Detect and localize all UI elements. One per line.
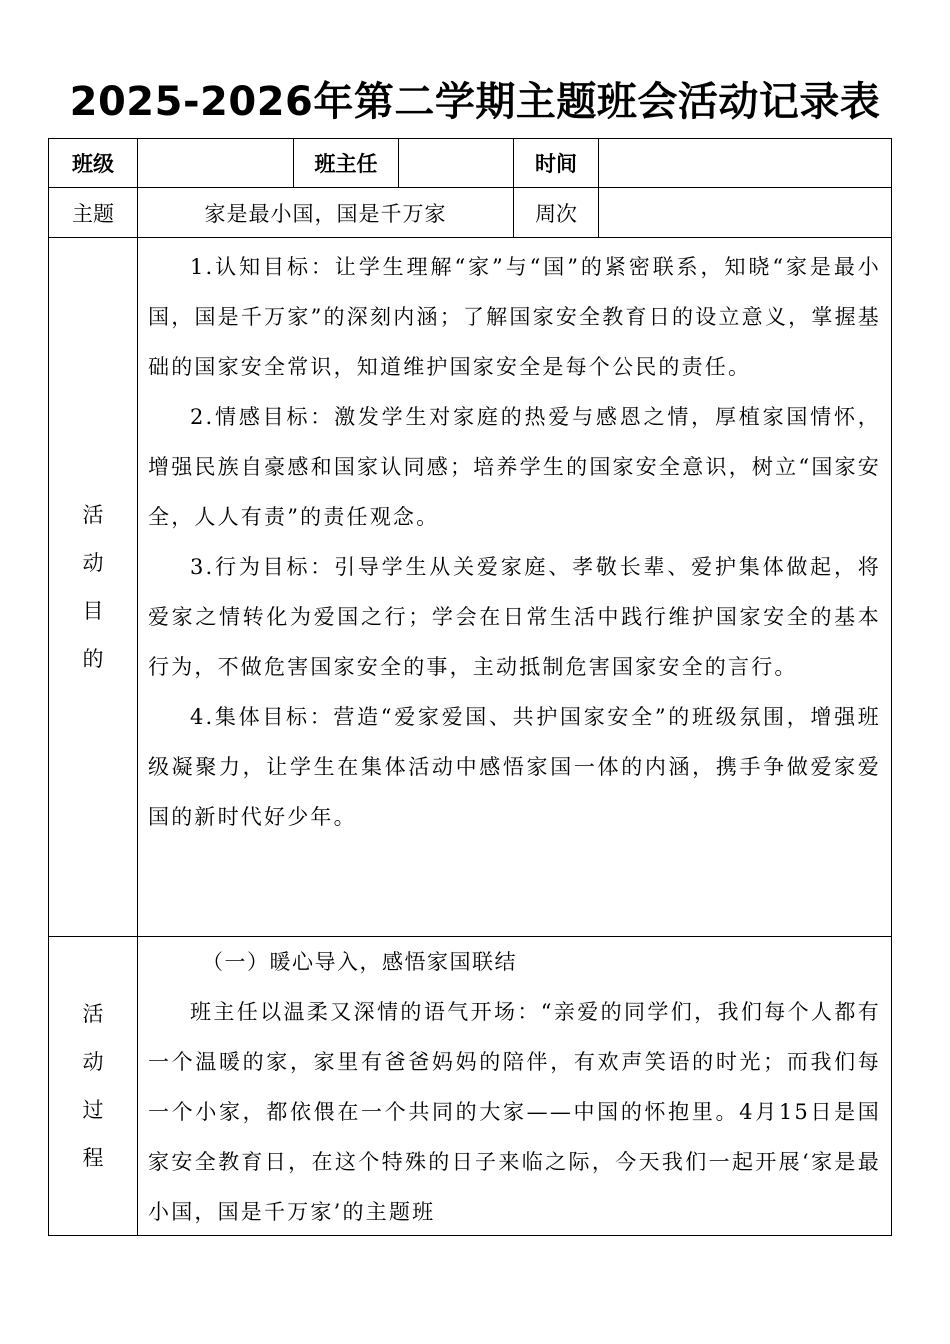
process-label-char: 动 [82, 1050, 104, 1074]
class-value[interactable] [138, 139, 294, 188]
goals-label-char: 的 [82, 647, 104, 671]
time-value[interactable] [599, 139, 892, 188]
theme-row [49, 188, 892, 238]
goal-paragraph: 2.情感目标：激发学生对家庭的热爱与感恩之情，厚植家国情怀，增强民族自豪感和国家认同感；培养学生的国家安全意识，树立“国家安全，人人有责”的责任观念。 [148, 405, 881, 529]
time-label: 时间 [514, 139, 599, 188]
process-label-char: 活 [82, 1002, 104, 1026]
goals-row [49, 238, 892, 937]
goals-label-char: 目 [82, 599, 104, 623]
teacher-label: 班主任 [294, 139, 399, 188]
week-value[interactable] [599, 188, 892, 238]
process-content [138, 937, 892, 1236]
process-label-char: 程 [82, 1146, 104, 1170]
week-label: 周次 [514, 188, 599, 238]
theme-label: 主题 [49, 188, 138, 238]
goals-label [49, 238, 138, 937]
goal-paragraph: 1.认知目标：让学生理解“家”与“国”的紧密联系，知晓“家是最小国，国是千万家”的深刻内涵；了解国家安全教育日的设立意义，掌握基础的国家安全常识，知道维护国家安全是每个公民的责任。 [148, 255, 881, 379]
document-title: 2025-2026年第二学期主题班会活动记录表 [69, 79, 881, 125]
goals-content [138, 238, 892, 937]
process-subheading: （一）暖心导入，感悟家国联结 [202, 950, 517, 974]
process-row [49, 937, 892, 1236]
teacher-value[interactable] [399, 139, 514, 188]
theme-value: 家是最小国，国是千万家 [138, 188, 514, 238]
class-label: 班级 [49, 139, 138, 188]
process-paragraph: 班主任以温柔又深情的语气开场：“亲爱的同学们，我们每个人都有一个温暖的家，家里有爸爸妈妈的陪伴，有欢声笑语的时光；而我们每一个小家，都依偎在一个共同的大家——中国的怀抱里。4月15日是国家安全教育日，在这个特殊的日子来临之际，今天我们一起开展‘家是最小国，国是千万家’的主题班 [148, 1000, 881, 1224]
goal-paragraph: 4.集体目标：营造“爱家爱国、共护国家安全”的班级氛围，增强班级凝聚力，让学生在集体活动中感悟家国一体的内涵，携手争做爱家爱国的新时代好少年。 [148, 705, 881, 829]
info-row [49, 139, 892, 188]
goals-label-char: 活 [82, 503, 104, 527]
goals-label-char: 动 [82, 551, 104, 575]
process-label-char: 过 [82, 1098, 104, 1122]
process-label [49, 937, 138, 1236]
record-table [48, 138, 892, 1236]
goal-paragraph: 3.行为目标：引导学生从关爱家庭、孝敬长辈、爱护集体做起，将爱家之情转化为爱国之行；学会在日常生活中践行维护国家安全的基本行为，不做危害国家安全的事，主动抵制危害国家安全的言行。 [148, 555, 881, 679]
